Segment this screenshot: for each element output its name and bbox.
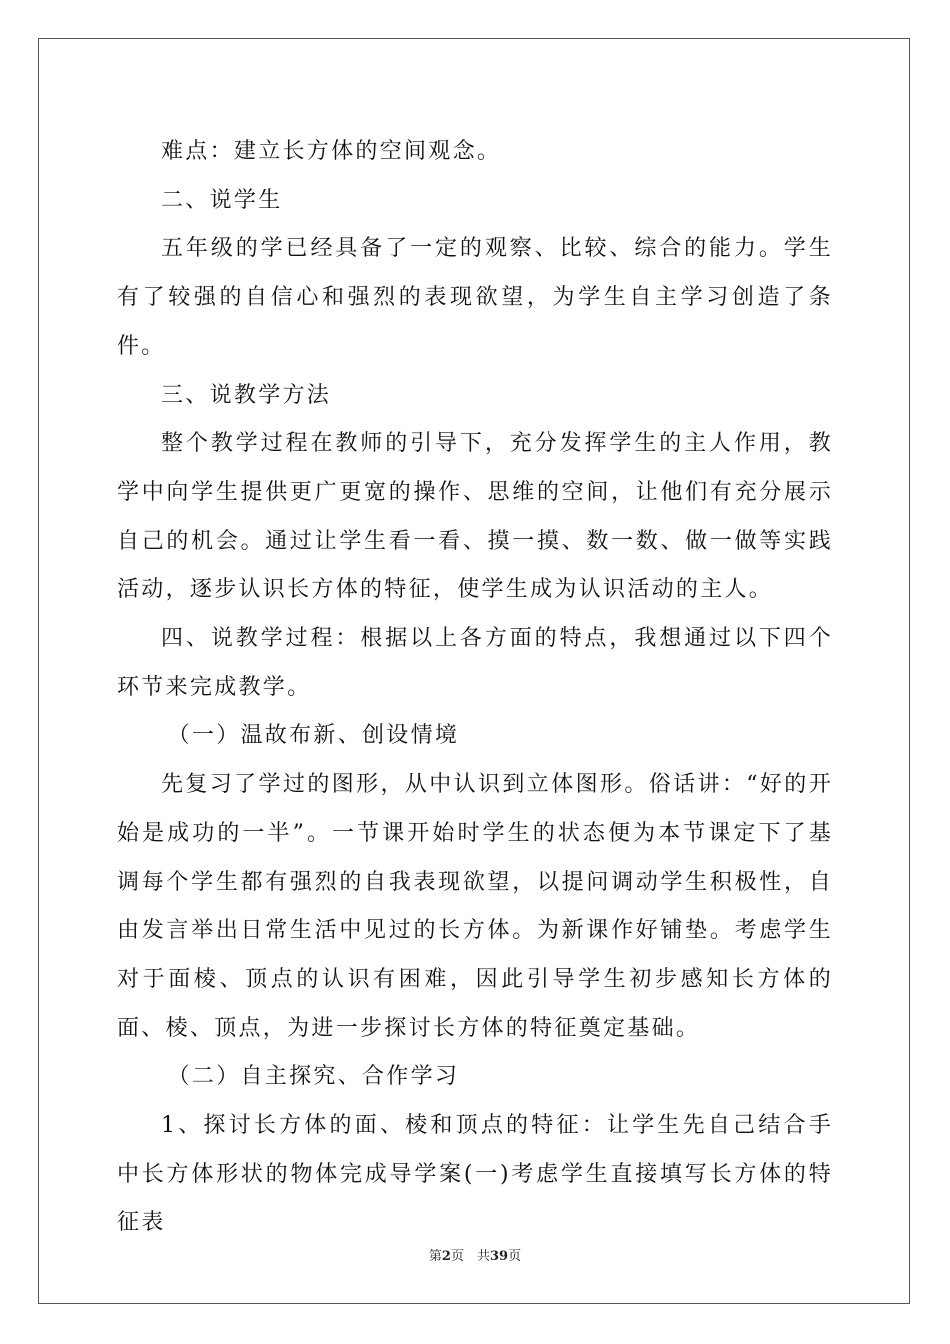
heading-students: 二、说学生 xyxy=(161,187,283,213)
paragraph-review: 先复习了学过的图形，从中认识到立体图形。俗话讲：“好的开始是成功的一半”。一节课开始时学生的状态便为本节课定下了基调每个学生都有强烈的自我表现欲望，以提问调动学生积极性，自由发言举出日常生活中见过的长方体。为新课作好铺垫。考虑学生对于面棱、顶点的认识有困难，因此引导学生初步感知长方体的面、棱、顶点，为进一步探讨长方体的特征奠定基础。 xyxy=(117,772,833,1041)
footer-prefix: 第 xyxy=(428,1249,442,1264)
paragraph-students: 五年级的学已经具备了一定的观察、比较、综合的能力。学生有了较强的自信心和强烈的表现欲望，为学生自主学习创造了条件。 xyxy=(117,236,833,359)
paragraph-difficulty: 难点：建立长方体的空间观念。 xyxy=(161,139,502,164)
heading-teaching-method: 三、说教学方法 xyxy=(161,382,332,408)
footer-middle: 页 共 xyxy=(450,1249,490,1264)
page-footer xyxy=(0,1245,950,1264)
paragraph-teaching-process: 四、说教学过程：根据以上各方面的特点，我想通过以下四个环节来完成教学。 xyxy=(117,626,833,700)
paragraph-teaching-method: 整个教学过程在教师的引导下，充分发挥学生的主人作用，教学中向学生提供更广更宽的操作、思维的空间，让他们有充分展示自己的机会。通过让学生看一看、摸一摸、数一数、做一做等实践活动，逐步认识长方体的特征，使学生成为认识活动的主人。 xyxy=(117,431,833,603)
footer-suffix: 页 xyxy=(508,1249,522,1264)
footer-page-number: 2 xyxy=(441,1249,451,1264)
document-body xyxy=(117,128,833,1248)
subheading-review: （一）温故布新、创设情境 xyxy=(167,723,460,749)
subheading-exploration: （二）自主探究、合作学习 xyxy=(167,1064,460,1090)
footer-total-pages: 39 xyxy=(489,1249,509,1264)
paragraph-exploration: 1、探讨长方体的面、棱和顶点的特征：让学生先自己结合手中长方体形状的物体完成导学案(一)考虑学生直接填写长方体的特征表 xyxy=(117,1113,833,1236)
